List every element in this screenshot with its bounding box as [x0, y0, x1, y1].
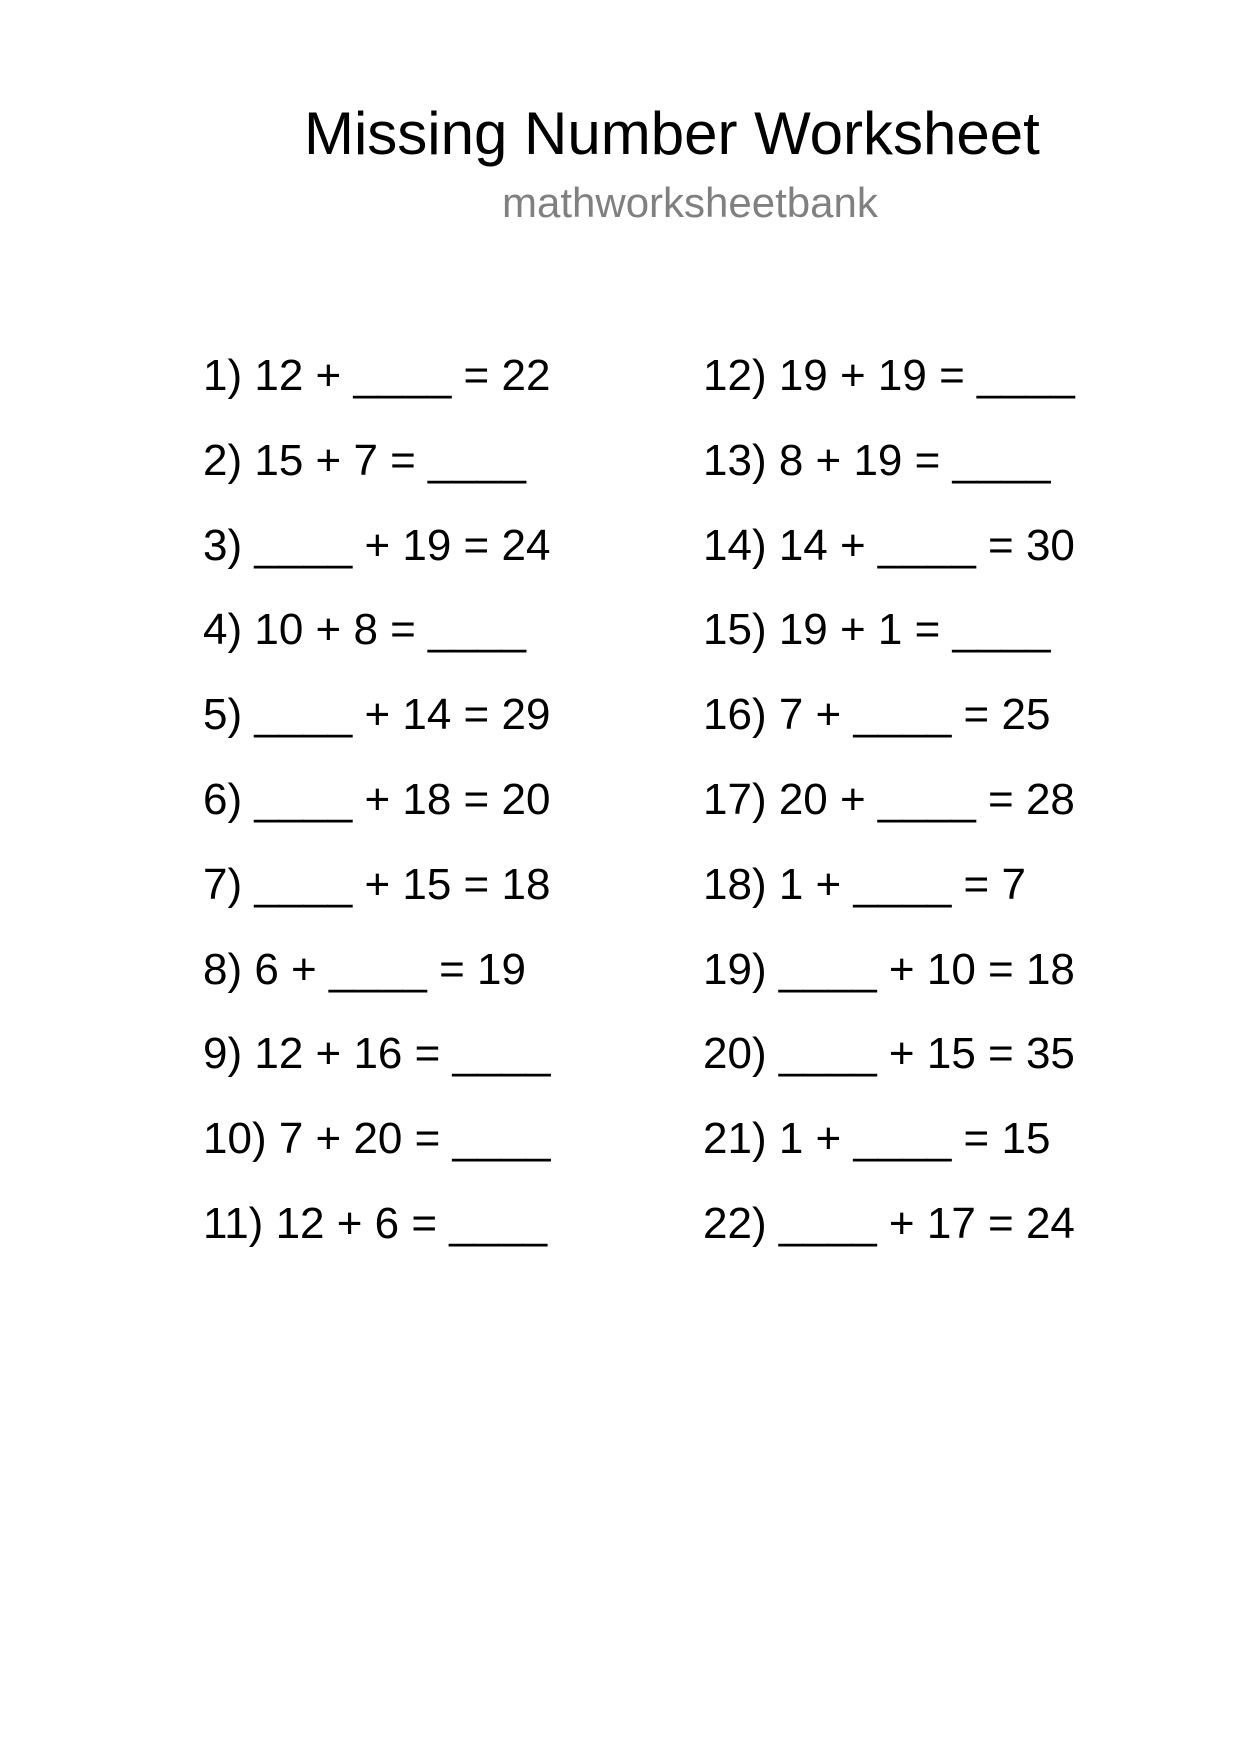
problem-item — [703, 859, 1026, 909]
problem-expression: 7 + ____ = 25 — [778, 690, 1051, 740]
problem-expression: 20 + ____ = 28 — [778, 775, 1075, 824]
problem-item — [703, 520, 1075, 570]
problem-number: 19) — [703, 944, 767, 994]
problem-expression: 10 + 8 = ____ — [254, 605, 526, 655]
problem-expression: 12 + 16 = ____ — [254, 1029, 551, 1079]
problem-item — [703, 775, 1075, 824]
problem-expression: 19 + 19 = ____ — [778, 351, 1075, 400]
problem-expression: ____ + 18 = 20 — [254, 775, 551, 824]
problem-expression: ____ + 19 = 24 — [254, 520, 551, 570]
problem-expression: ____ + 10 = 18 — [778, 944, 1075, 994]
problem-expression: ____ + 14 = 29 — [254, 690, 551, 740]
problem-item — [203, 944, 526, 994]
problem-item — [703, 605, 1051, 655]
page-subtitle: mathworksheetbank — [502, 179, 878, 226]
problem-expression: ____ + 17 = 24 — [778, 1199, 1075, 1248]
problem-expression: 6 + ____ = 19 — [254, 944, 526, 994]
problem-number: 17) — [703, 775, 767, 824]
problem-item — [203, 775, 551, 824]
problem-number: 11) — [203, 1199, 264, 1248]
problem-number: 5) — [203, 690, 243, 740]
problem-item — [203, 1199, 548, 1248]
problem-expression: ____ + 15 = 18 — [254, 859, 551, 909]
problem-number: 8) — [203, 944, 243, 994]
problem-number: 16) — [703, 690, 767, 740]
problem-expression: 14 + ____ = 30 — [778, 520, 1075, 570]
problem-item — [703, 1029, 1075, 1079]
page-title: Missing Number Worksheet — [304, 100, 1040, 167]
problem-item — [203, 1114, 551, 1164]
problem-item — [703, 351, 1075, 400]
problem-number: 15) — [703, 605, 767, 655]
problem-number: 2) — [203, 435, 243, 485]
problem-number: 12) — [703, 351, 767, 400]
problem-item — [203, 1029, 551, 1079]
problem-number: 20) — [703, 1029, 767, 1079]
problem-item — [203, 690, 551, 740]
problem-number: 4) — [203, 605, 243, 655]
problem-item — [703, 690, 1051, 740]
problem-expression: 15 + 7 = ____ — [254, 435, 526, 485]
problem-item — [203, 520, 551, 570]
problem-number: 18) — [703, 859, 767, 909]
problem-expression: 1 + ____ = 15 — [778, 1114, 1051, 1164]
problem-item — [703, 944, 1075, 994]
problem-number: 21) — [703, 1114, 767, 1164]
problem-item — [203, 605, 526, 655]
problem-item — [703, 1199, 1075, 1248]
problem-number: 22) — [703, 1199, 767, 1248]
problem-expression: 8 + 19 = ____ — [778, 435, 1051, 485]
problem-item — [203, 435, 526, 485]
problem-number: 10) — [203, 1114, 267, 1164]
problem-number: 9) — [203, 1029, 243, 1079]
problem-item — [203, 351, 551, 400]
problem-expression: 12 + 6 = ____ — [275, 1199, 548, 1248]
problem-expression: 19 + 1 = ____ — [778, 605, 1051, 655]
problem-item — [203, 859, 551, 909]
problem-expression: 7 + 20 = ____ — [278, 1114, 551, 1164]
problem-expression: 1 + ____ = 7 — [778, 859, 1026, 909]
problem-number: 6) — [203, 775, 243, 824]
problem-number: 14) — [703, 520, 767, 570]
problem-number: 1) — [203, 351, 243, 400]
problem-number: 7) — [203, 859, 243, 909]
problem-item — [703, 435, 1051, 485]
problem-item — [703, 1114, 1051, 1164]
problem-expression: 12 + ____ = 22 — [254, 351, 551, 400]
problem-number: 3) — [203, 520, 243, 570]
problem-number: 13) — [703, 435, 767, 485]
problem-expression: ____ + 15 = 35 — [778, 1029, 1075, 1079]
